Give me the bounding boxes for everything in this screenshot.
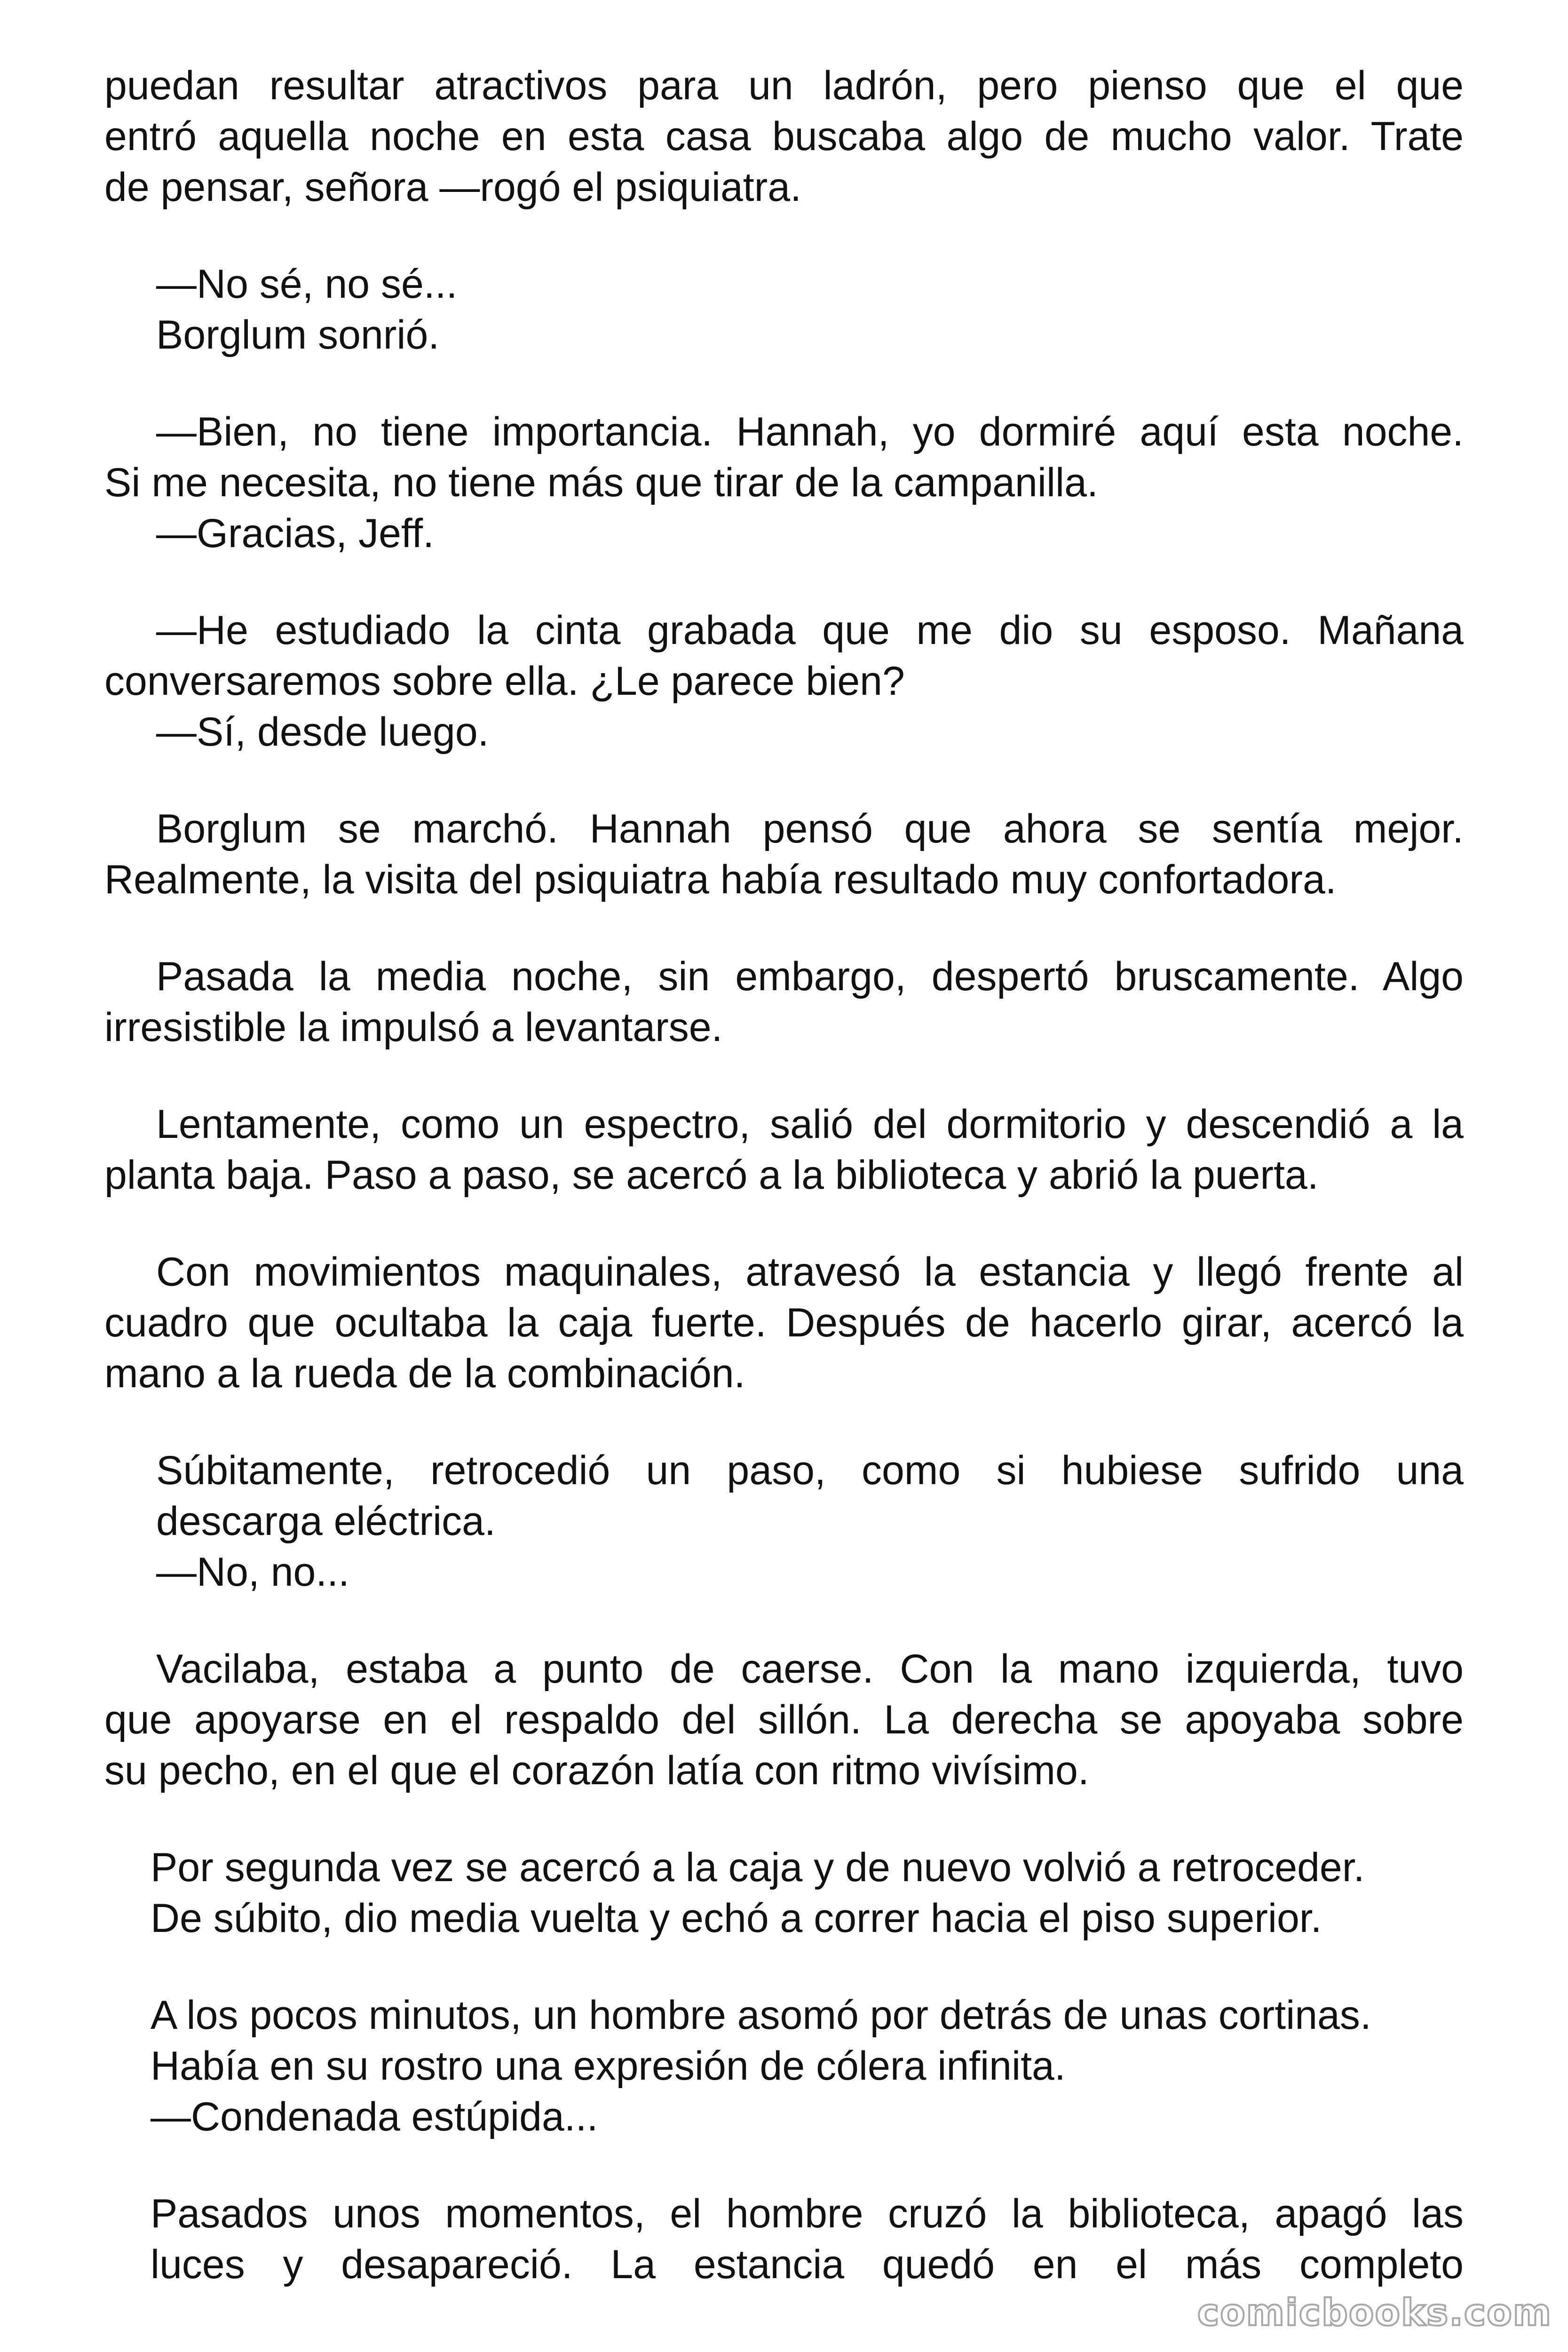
text-span: —Bien, no tiene importancia. Hannah, yo dormiré aquí esta noche. [156, 409, 1464, 454]
paragraph [104, 259, 1464, 360]
text-line: cuadro que ocultaba la caja fuerte. Después de hacerlo girar, acercó la [104, 1300, 1464, 1345]
text-line: Pasados unos momentos, el hombre cruzó la biblioteca, apagó las [150, 2191, 1464, 2236]
text-span: —Gracias, Jeff. [156, 511, 435, 556]
text-line: puedan resultar atractivos para un ladrón, pero pienso que el que [104, 63, 1464, 108]
watermark-logo: comicbooks.com [1197, 2292, 1552, 2334]
text-line: Había en su rostro una expresión de cólera infinita. [150, 2043, 1066, 2089]
text-line: A los pocos minutos, un hombre asomó por detrás de unas cortinas. [150, 1993, 1371, 2038]
paragraph [104, 1842, 1464, 1944]
text-line: Si me necesita, no tiene más que tirar de la campanilla. [104, 460, 1098, 505]
text-span: Vacilaba, estaba a punto de caerse. Con la mano izquierda, tuvo [156, 1646, 1464, 1692]
text-line: De súbito, dio media vuelta y echó a correr hacia el piso superior. [150, 1896, 1322, 1941]
text-line: planta baja. Paso a paso, se acercó a la biblioteca y abrió la puerta. [104, 1152, 1319, 1198]
text-span: Con movimientos maquinales, atravesó la estancia y llegó frente al [156, 1249, 1464, 1295]
text-line: Realmente, la visita del psiquiatra había resultado muy confortadora. [104, 857, 1337, 902]
text-line [104, 803, 1464, 854]
text-span: —Sí, desde luego. [156, 709, 489, 755]
text-line: —Condenada estúpida... [150, 2094, 598, 2139]
paragraph [104, 1445, 1464, 1597]
text-line: —No, no... [156, 1549, 350, 1595]
text-span: —He estudiado la cinta grabada que me dio su esposo. Mañana [156, 608, 1464, 653]
paragraph [104, 406, 1464, 559]
text-line [104, 707, 1464, 757]
text-line [104, 508, 1464, 559]
text-line: luces y desapareció. La estancia quedó en el más completo [150, 2242, 1464, 2287]
text-line: de pensar, señora —rogó el psiquiatra. [104, 165, 802, 210]
paragraph [104, 605, 1464, 757]
paragraph [104, 60, 1464, 213]
text-line [104, 1247, 1464, 1297]
text-span: Borglum se marchó. Hannah pensó que ahora se sentía mejor. [156, 806, 1464, 851]
text-line [104, 1644, 1464, 1694]
text-span: Lentamente, como un espectro, salió del dormitorio y descendió a la [156, 1102, 1464, 1147]
text-line: conversaremos sobre ella. ¿Le parece bien? [104, 659, 905, 704]
text-line: Súbitamente, retrocedió un paso, como si hubiese sufrido una [156, 1448, 1464, 1493]
paragraph [104, 803, 1464, 905]
text-span: Pasada la media noche, sin embargo, despertó bruscamente. Algo [156, 954, 1464, 999]
text-line [104, 951, 1464, 1002]
text-line [104, 406, 1464, 457]
text-line: Borglum sonrió. [156, 312, 440, 358]
text-line: irresistible la impulsó a levantarse. [104, 1005, 723, 1050]
paragraph [104, 1990, 1464, 2142]
text-line: descarga eléctrica. [156, 1499, 496, 1544]
text-line: su pecho, en el que el corazón latía con ritmo vivísimo. [104, 1748, 1089, 1793]
paragraph [104, 1644, 1464, 1796]
paragraph [104, 951, 1464, 1053]
text-line [104, 1099, 1464, 1150]
text-line: mano a la rueda de la combinación. [104, 1351, 745, 1396]
text-line: Por segunda vez se acercó a la caja y de nuevo volvió a retroceder. [150, 1845, 1365, 1890]
paragraph [104, 1247, 1464, 1399]
paragraph [104, 1099, 1464, 1200]
text-line: que apoyarse en el respaldo del sillón. La derecha se apoyaba sobre [104, 1697, 1464, 1742]
paragraph [104, 2188, 1464, 2290]
text-line [104, 605, 1464, 656]
text-line: entró aquella noche en esta casa buscaba algo de mucho valor. Trate [104, 114, 1464, 159]
text-line: —No sé, no sé... [156, 262, 458, 307]
